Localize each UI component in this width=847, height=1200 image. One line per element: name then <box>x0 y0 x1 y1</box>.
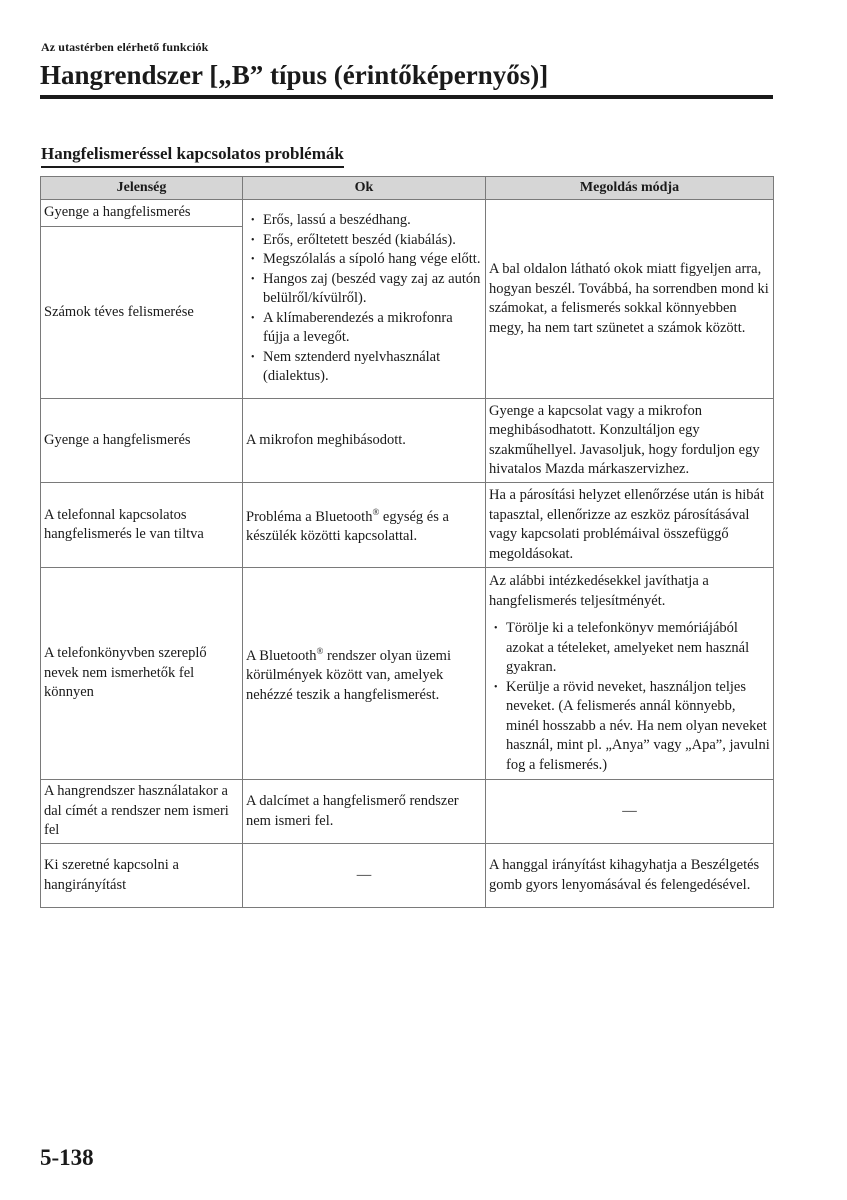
cause-text: rendszer olyan üzemi körülmények között van, amelyek nehézzé teszik a hangfelismerést. <box>246 647 451 703</box>
table-row <box>41 844 774 908</box>
solution-cell: Gyenge a kapcsolat vagy a mikrofon meghibásodhatott. Konzultáljon egy szakműhellyel. Javasoljuk, hogy forduljon egy hivatalos Mazda márkaszervizhez. <box>486 399 774 483</box>
table-header-row <box>41 177 774 200</box>
section-heading: Hangfelismeréssel kapcsolatos problémák <box>41 143 344 168</box>
solution-cell <box>486 568 774 780</box>
table-row <box>41 483 774 568</box>
symptom-cell: Számok téves felismerése <box>41 227 243 399</box>
troubleshooting-table <box>40 176 774 908</box>
cause-cell <box>243 483 486 568</box>
symptom-cell: A telefonkönyvben szereplő nevek nem ismerhetők fel könnyen <box>41 568 243 780</box>
list-item: • Törölje ki a telefonkönyv memóriájából azokat a tételeket, amelyeket nem használ gyakran. <box>489 619 770 678</box>
section-label: Az utastérben elérhető funkciók <box>41 40 209 54</box>
solution-cell: A hanggal irányítást kihagyhatja a Beszélgetés gomb gyors lenyomásával és felengedésével. <box>486 844 774 908</box>
cause-cell <box>243 568 486 780</box>
list-item: • Nem sztenderd nyelvhasználat (dialektus). <box>246 348 482 387</box>
cause-cell: — <box>243 844 486 908</box>
list-item: • Megszólalás a sípoló hang vége előtt. <box>246 250 482 270</box>
table-row <box>41 200 774 227</box>
list-item: • Hangos zaj (beszéd vagy zaj az autón belülről/kívülről). <box>246 270 482 309</box>
page-number: 5-138 <box>40 1145 94 1170</box>
cause-text: A Bluetooth <box>246 647 317 664</box>
list-item: • Kerülje a rövid neveket, használjon teljes neveket. (A felismerés annál könnyebb, minél hosszabb a név. Ha nem olyan neveket használ, mint pl. „Anya” vagy „Apa”, javulni fog a felismerés.) <box>489 678 770 776</box>
solution-cell: — <box>486 780 774 844</box>
symptom-cell: A hangrendszer használatakor a dal címét a rendszer nem ismeri fel <box>41 780 243 844</box>
table-row <box>41 399 774 483</box>
cause-cell <box>243 200 486 399</box>
solution-intro: Az alábbi intézkedésekkel javíthatja a hangfelismerés teljesítményét. <box>489 573 709 609</box>
symptom-cell: Gyenge a hangfelismerés <box>41 200 243 227</box>
column-header-cause: Ok <box>243 177 486 200</box>
cause-cell: A dalcímet a hangfelismerő rendszer nem ismeri fel. <box>243 780 486 844</box>
symptom-cell: Gyenge a hangfelismerés <box>41 399 243 483</box>
table-row <box>41 780 774 844</box>
cause-text: Probléma a Bluetooth <box>246 508 373 525</box>
page-title: Hangrendszer [„B” típus (érintőképernyős)] <box>40 60 549 90</box>
registered-mark: ® <box>372 507 380 518</box>
solution-cell: A bal oldalon látható okok miatt figyeljen arra, hogyan beszél. Továbbá, ha sorrendben mond ki számokat, a felismerés sokkal könnyebben megy, ha nem tart szünetet a számok között. <box>486 200 774 399</box>
cause-text: egység és a készülék közötti kapcsolattal. <box>246 508 449 545</box>
list-item: • A klímaberendezés a mikrofonra fújja a levegőt. <box>246 309 482 348</box>
solution-list <box>489 619 770 775</box>
column-header-solution: Megoldás módja <box>486 177 774 200</box>
cause-list <box>246 211 482 387</box>
table-row <box>41 568 774 780</box>
list-item: • Erős, lassú a beszédhang. <box>246 211 482 231</box>
registered-mark: ® <box>316 645 324 656</box>
symptom-cell: A telefonnal kapcsolatos hangfelismerés le van tiltva <box>41 483 243 568</box>
cause-cell: A mikrofon meghibásodott. <box>243 399 486 483</box>
solution-cell: Ha a párosítási helyzet ellenőrzése után is hibát tapasztal, ellenőrizze az eszköz párosításával vagy kapcsolati problémáival összefüggő megoldásokat. <box>486 483 774 568</box>
list-item: • Erős, erőltetett beszéd (kiabálás). <box>246 231 482 251</box>
title-divider <box>40 95 773 99</box>
column-header-symptom: Jelenség <box>41 177 243 200</box>
symptom-cell: Ki szeretné kapcsolni a hangirányítást <box>41 844 243 908</box>
